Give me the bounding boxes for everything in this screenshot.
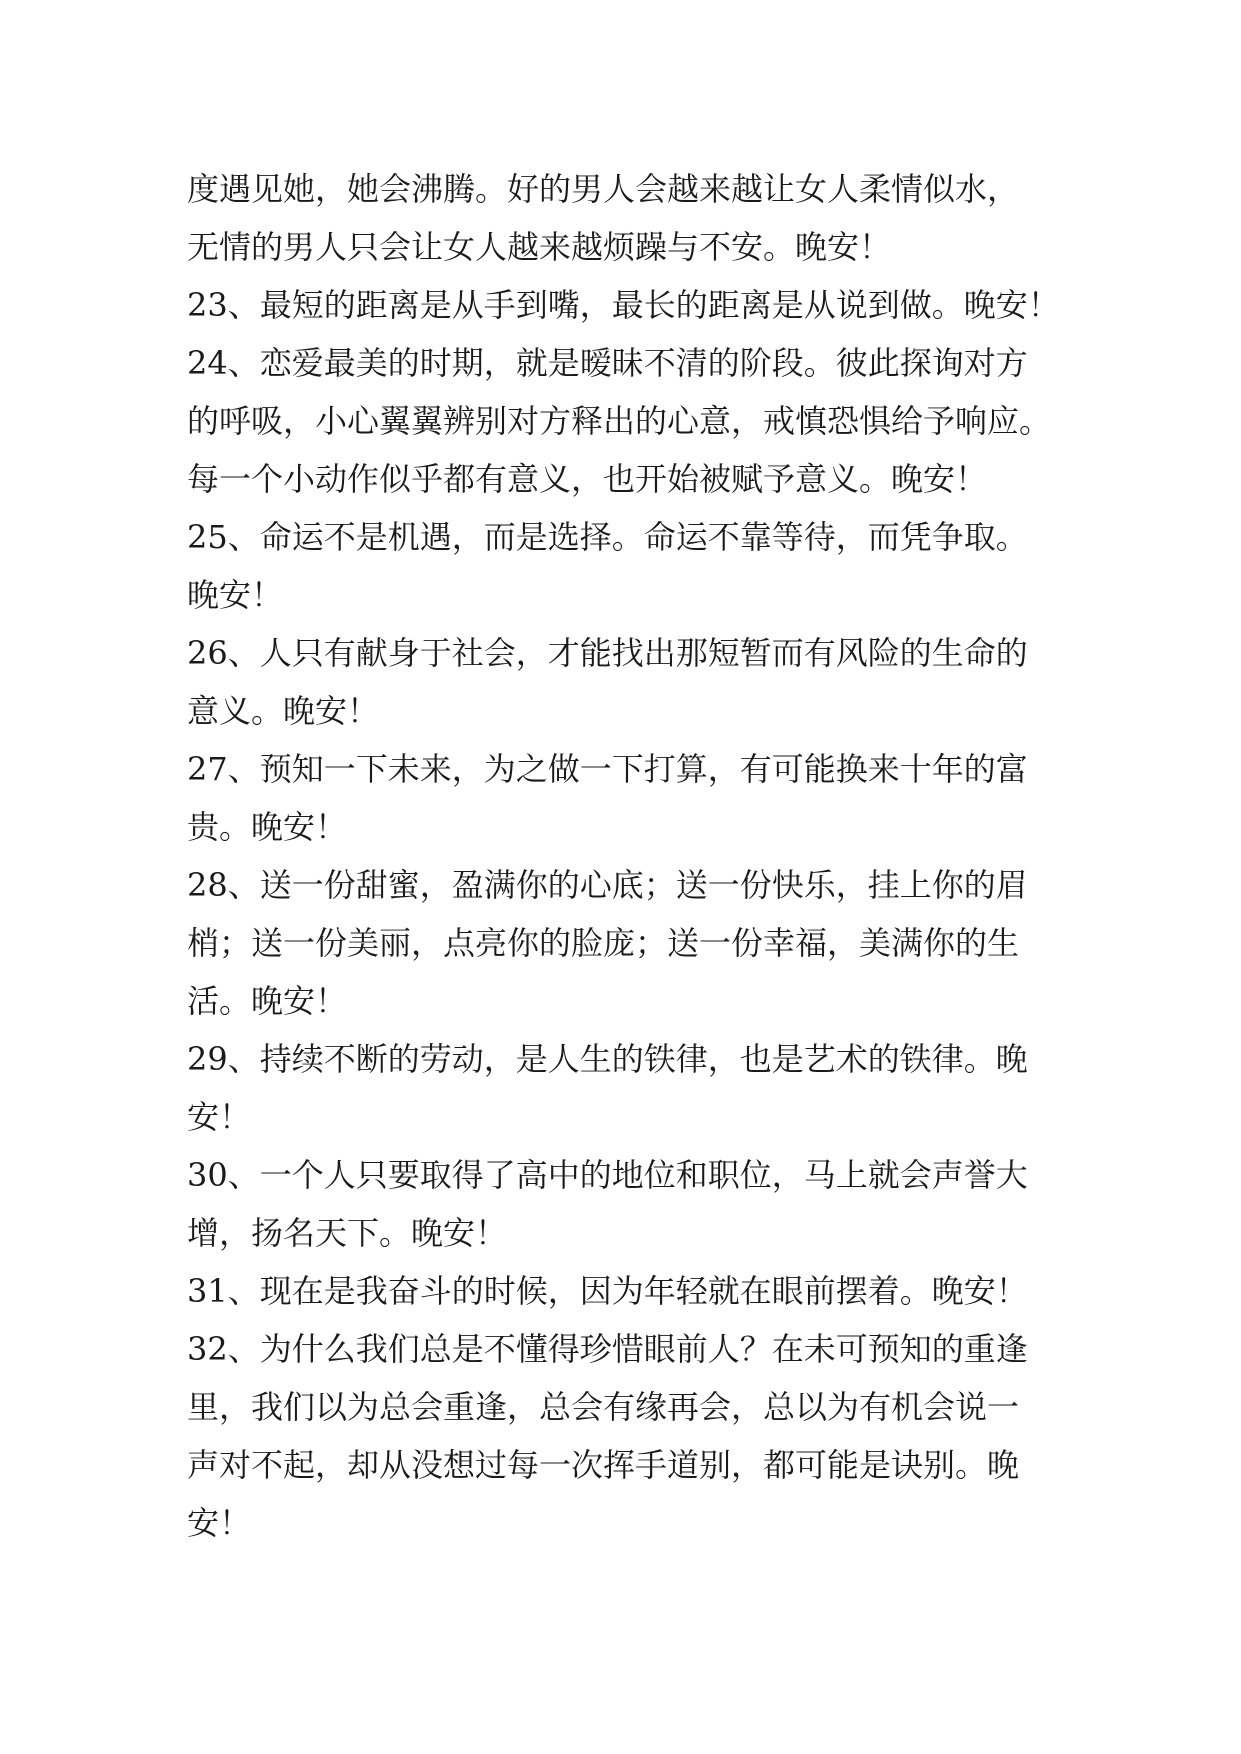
text-line: 27、预知一下未来，为之做一下打算，有可能换来十年的富 (187, 750, 1028, 788)
document-body (187, 160, 1067, 1552)
text-line: 30、一个人只要取得了高中的地位和职位，马上就会声誉大 (187, 1156, 1028, 1194)
text-line: 声对不起，却从没想过每一次挥手道别，都可能是诀别。晚 (187, 1446, 1020, 1484)
text-line: 26、人只有献身于社会，才能找出那短暂而有风险的生命的 (187, 634, 1028, 672)
text-line: 的呼吸，小心翼翼辨别对方释出的心意，戒慎恐惧给予响应。 (187, 402, 1052, 440)
text-line: 25、命运不是机遇，而是选择。命运不靠等待，而凭争取。 (187, 518, 1028, 556)
text-line: 31、现在是我奋斗的时候，因为年轻就在眼前摆着。晚安！ (187, 1272, 1028, 1310)
text-line: 24、恋爱最美的时期，就是暧昧不清的阶段。彼此探询对方 (187, 344, 1028, 382)
text-line: 32、为什么我们总是不懂得珍惜眼前人？在未可预知的重逢 (187, 1330, 1028, 1368)
text-line: 贵。晚安！ (187, 808, 348, 846)
text-line: 活。晚安！ (187, 982, 348, 1020)
text-line: 晚安！ (187, 576, 284, 614)
text-line: 每一个小动作似乎都有意义，也开始被赋予意义。晚安！ (187, 460, 988, 498)
text-line: 安！ (187, 1098, 252, 1136)
text-line: 度遇见她，她会沸腾。好的男人会越来越让女人柔情似水， (187, 170, 1020, 208)
text-line: 23、最短的距离是从手到嘴，最长的距离是从说到做。晚安！ (187, 286, 1060, 324)
text-line: 无情的男人只会让女人越来越烦躁与不安。晚安！ (187, 228, 892, 266)
text-line: 28、送一份甜蜜，盈满你的心底；送一份快乐，挂上你的眉 (187, 866, 1028, 904)
text-line: 29、持续不断的劳动，是人生的铁律，也是艺术的铁律。晚 (187, 1040, 1028, 1078)
text-line: 增，扬名天下。晚安！ (187, 1214, 508, 1252)
text-line: 梢；送一份美丽，点亮你的脸庞；送一份幸福，美满你的生 (187, 924, 1020, 962)
text-line: 里，我们以为总会重逢，总会有缘再会，总以为有机会说一 (187, 1388, 1020, 1426)
text-line: 安！ (187, 1504, 252, 1542)
text-line: 意义。晚安！ (187, 692, 380, 730)
